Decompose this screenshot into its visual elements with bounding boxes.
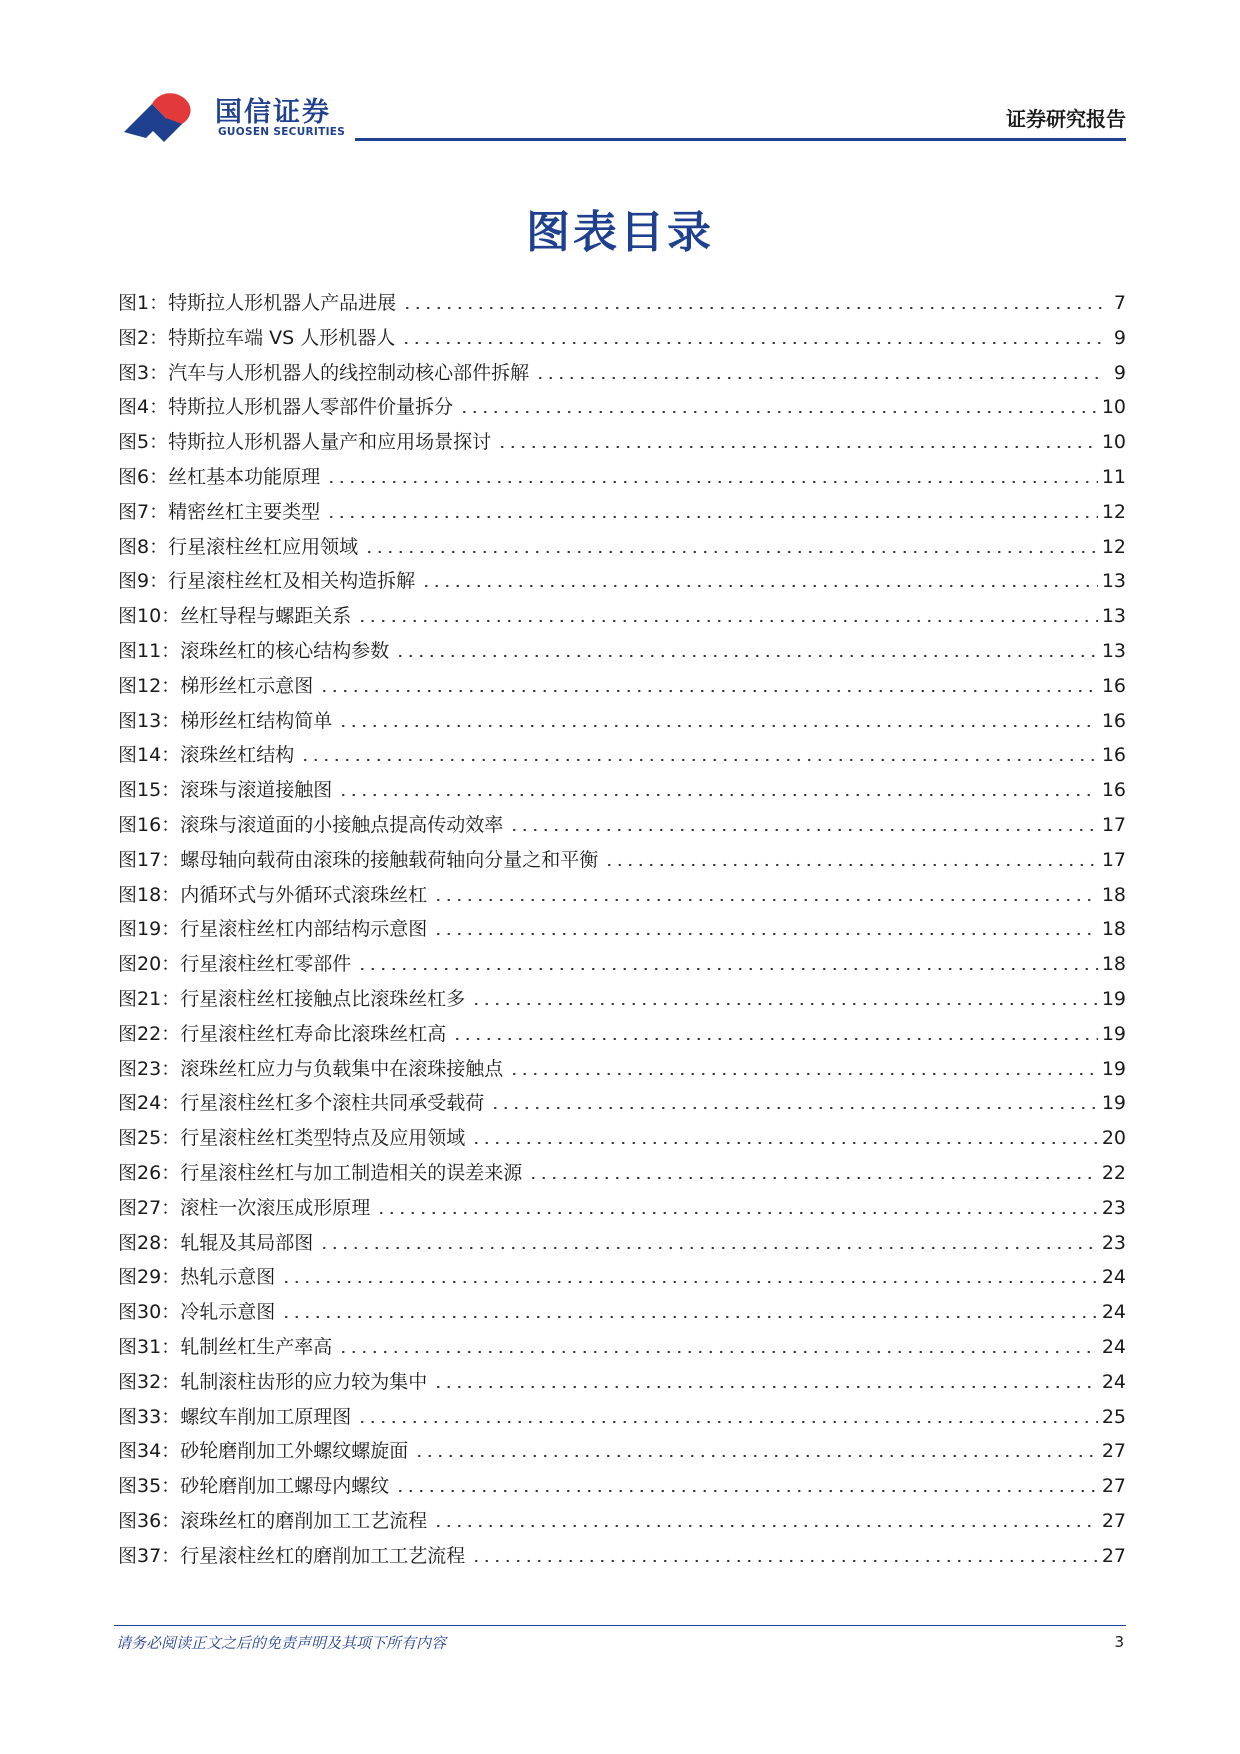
- toc-dot-leader: [509, 1056, 1098, 1075]
- toc-entry-title: 行星滚柱丝杠零部件: [180, 953, 352, 976]
- toc-entry[interactable]: [118, 1054, 1126, 1089]
- toc-entry-label: 图8：: [118, 535, 169, 558]
- toc-entry-page: 10: [1101, 396, 1126, 419]
- toc-entry-label: 图25：: [118, 1127, 181, 1150]
- toc-entry-page: 12: [1101, 500, 1126, 523]
- toc-entry-label: 图24：: [118, 1092, 181, 1115]
- toc-entry[interactable]: [118, 671, 1126, 706]
- toc-entry-title: 砂轮磨削加工螺母内螺纹: [180, 1475, 390, 1498]
- toc-entry-title: 滚珠丝杠结构: [180, 744, 295, 767]
- toc-entry[interactable]: [118, 323, 1126, 358]
- toc-entry-title: 特斯拉人形机器人产品进展: [168, 292, 397, 314]
- toc-entry-page: 24: [1101, 1335, 1126, 1358]
- toc-entry-label: 图22：: [118, 1022, 181, 1045]
- toc-entry-page: 12: [1101, 535, 1126, 558]
- toc-dot-leader: [376, 1195, 1098, 1214]
- toc-entry-title: 行星滚柱丝杠与加工制造相关的误差来源: [180, 1161, 523, 1184]
- toc-dot-leader: [402, 290, 1102, 309]
- toc-dot-leader: [471, 986, 1098, 1005]
- toc-entry-title: 行星滚柱丝杠接触点比滚珠丝杠多: [180, 987, 466, 1010]
- toc-dot-leader: [300, 742, 1098, 761]
- toc-entry-label: 图6：: [118, 465, 169, 488]
- toc-entry-page: 20: [1101, 1127, 1126, 1150]
- toc-entry-title: 滚珠与滚道接触图: [180, 779, 333, 802]
- toc-entry-page: 19: [1101, 1092, 1126, 1115]
- toc-dot-leader: [414, 1438, 1098, 1457]
- toc-entry-label: 图10：: [118, 605, 181, 628]
- toc-dot-leader: [357, 951, 1098, 970]
- toc-entry[interactable]: [118, 1123, 1126, 1158]
- toc-entry-label: 图19：: [118, 918, 181, 941]
- toc-entry-page: 18: [1101, 918, 1126, 941]
- toc-dot-leader: [459, 394, 1098, 413]
- toc-entry-title: 行星滚柱丝杠多个滚柱共同承受载荷: [180, 1092, 485, 1115]
- header-divider: [355, 138, 1126, 141]
- toc-entry-title: 行星滚柱丝杠应用领域: [168, 535, 359, 558]
- toc-entry-label: 图29：: [118, 1266, 181, 1289]
- toc-entry-page: 27: [1101, 1509, 1126, 1532]
- toc-entry-title: 滚柱一次滚压成形原理: [180, 1196, 371, 1219]
- toc-dot-leader: [338, 708, 1098, 727]
- toc-entry[interactable]: [118, 427, 1126, 462]
- toc-dot-leader: [433, 916, 1098, 935]
- toc-dot-leader: [535, 360, 1102, 379]
- toc-dot-leader: [357, 603, 1098, 622]
- toc-entry-title: 轧制丝杠生产率高: [180, 1335, 333, 1358]
- toc-entry-page: 13: [1101, 570, 1126, 593]
- toc-entry-page: 19: [1101, 1057, 1126, 1080]
- toc-entry-title: 热轧示意图: [180, 1266, 276, 1289]
- toc-entry[interactable]: [118, 740, 1126, 775]
- toc-entry-title: 丝杠导程与螺距关系: [180, 605, 352, 628]
- toc-entry-page: 9: [1113, 361, 1126, 384]
- toc-entry-title: 轧辊及其局部图: [180, 1231, 314, 1254]
- toc-dot-leader: [497, 429, 1098, 448]
- toc-dot-leader: [471, 1543, 1098, 1562]
- toc-entry[interactable]: [118, 1471, 1126, 1506]
- toc-entry-label: 图13：: [118, 709, 181, 732]
- guosen-logo-icon: [122, 88, 212, 144]
- toc-entry-label: 图1：: [118, 292, 169, 314]
- toc-entry[interactable]: [118, 1297, 1126, 1332]
- toc-entry-label: 图4：: [118, 396, 169, 419]
- toc-entry-title: 行星滚柱丝杠及相关构造拆解: [168, 570, 416, 593]
- toc-entry-page: 24: [1101, 1370, 1126, 1393]
- toc-title: 图表目录: [526, 207, 714, 258]
- toc-entry-title: 滚珠丝杠的磨削加工工艺流程: [180, 1509, 428, 1532]
- toc-entry-title: 行星滚柱丝杠内部结构示意图: [180, 918, 428, 941]
- toc-entry-page: 17: [1101, 848, 1126, 871]
- toc-entry-title: 行星滚柱丝杠的磨削加工工艺流程: [180, 1544, 466, 1567]
- toc-entry-label: 图36：: [118, 1509, 181, 1532]
- document-type: 证券研究报告: [1006, 107, 1126, 131]
- toc-entry[interactable]: [118, 636, 1126, 671]
- toc-entry-page: 23: [1101, 1196, 1126, 1219]
- toc-entry[interactable]: [118, 775, 1126, 810]
- toc-entry[interactable]: [118, 532, 1126, 567]
- toc-entry-page: 11: [1101, 465, 1126, 488]
- toc-entry-title: 特斯拉人形机器人量产和应用场景探讨: [168, 431, 492, 454]
- toc-entry-page: 24: [1101, 1301, 1126, 1324]
- toc-entry[interactable]: [118, 1402, 1126, 1437]
- table-of-figures: [118, 288, 1126, 1575]
- toc-dot-leader: [433, 1508, 1098, 1527]
- toc-entry[interactable]: [118, 706, 1126, 741]
- toc-entry[interactable]: [118, 880, 1126, 915]
- toc-dot-leader: [395, 638, 1098, 657]
- toc-entry-title: 冷轧示意图: [180, 1301, 276, 1324]
- page-header: [0, 0, 1240, 150]
- toc-dot-leader: [319, 673, 1098, 692]
- toc-entry[interactable]: [118, 1436, 1126, 1471]
- toc-entry-label: 图26：: [118, 1161, 181, 1184]
- toc-dot-leader: [338, 1334, 1098, 1353]
- toc-entry-title: 内循环式与外循环式滚珠丝杠: [180, 883, 428, 906]
- toc-entry-label: 图23：: [118, 1057, 181, 1080]
- toc-entry-page: 22: [1101, 1161, 1126, 1184]
- toc-entry[interactable]: [118, 1228, 1126, 1263]
- toc-entry[interactable]: [118, 392, 1126, 427]
- toc-entry-label: 图17：: [118, 848, 181, 871]
- toc-entry-page: 16: [1101, 779, 1126, 802]
- toc-entry-title: 汽车与人形机器人的线控制动核心部件拆解: [168, 361, 530, 384]
- footer-divider: [114, 1625, 1126, 1626]
- toc-entry-page: 16: [1101, 674, 1126, 697]
- toc-entry-page: 13: [1101, 605, 1126, 628]
- toc-dot-leader: [395, 1473, 1098, 1492]
- toc-entry-label: 图11：: [118, 639, 181, 662]
- toc-entry-page: 19: [1101, 1022, 1126, 1045]
- toc-entry[interactable]: [118, 288, 1126, 323]
- toc-entry-title: 螺纹车削加工原理图: [180, 1405, 352, 1428]
- toc-entry-page: 7: [1113, 292, 1126, 314]
- toc-entry-title: 梯形丝杠示意图: [180, 674, 314, 697]
- page-number: 3: [1114, 1633, 1124, 1651]
- toc-entry-title: 特斯拉人形机器人零部件价量拆分: [168, 396, 454, 419]
- toc-entry-label: 图5：: [118, 431, 169, 454]
- toc-entry-label: 图35：: [118, 1475, 181, 1498]
- toc-entry-title: 丝杠基本功能原理: [168, 465, 321, 488]
- toc-entry-page: 23: [1101, 1231, 1126, 1254]
- toc-entry[interactable]: [118, 1332, 1126, 1367]
- toc-entry[interactable]: [118, 462, 1126, 497]
- toc-dot-leader: [433, 882, 1098, 901]
- toc-dot-leader: [452, 1021, 1098, 1040]
- toc-dot-leader: [471, 1125, 1098, 1144]
- toc-entry[interactable]: [118, 1193, 1126, 1228]
- toc-entry-label: 图37：: [118, 1544, 181, 1567]
- toc-entry-title: 轧制滚柱齿形的应力较为集中: [180, 1370, 428, 1393]
- toc-entry-label: 图16：: [118, 813, 181, 836]
- toc-entry-label: 图7：: [118, 500, 169, 523]
- toc-entry[interactable]: [118, 845, 1126, 880]
- toc-entry[interactable]: [118, 566, 1126, 601]
- toc-entry-label: 图18：: [118, 883, 181, 906]
- toc-dot-leader: [509, 812, 1098, 831]
- toc-entry-page: 16: [1101, 709, 1126, 732]
- toc-entry-page: 17: [1101, 813, 1126, 836]
- toc-entry[interactable]: [118, 1367, 1126, 1402]
- toc-dot-leader: [319, 1230, 1098, 1249]
- toc-entry-label: 图27：: [118, 1196, 181, 1219]
- toc-entry-label: 图21：: [118, 987, 181, 1010]
- toc-dot-leader: [357, 1404, 1098, 1423]
- toc-entry[interactable]: [118, 914, 1126, 949]
- toc-entry-label: 图2：: [118, 326, 169, 349]
- toc-entry-label: 图20：: [118, 953, 181, 976]
- toc-dot-leader: [401, 325, 1102, 344]
- brand-name-en: GUOSEN SECURITIES: [218, 126, 346, 138]
- toc-dot-leader: [281, 1264, 1098, 1283]
- toc-entry-label: 图9：: [118, 570, 169, 593]
- toc-entry-page: 24: [1101, 1266, 1126, 1289]
- toc-entry[interactable]: [118, 984, 1126, 1019]
- toc-dot-leader: [421, 568, 1098, 587]
- toc-entry-page: 10: [1101, 431, 1126, 454]
- toc-entry-page: 27: [1101, 1544, 1126, 1567]
- toc-entry[interactable]: [118, 358, 1126, 393]
- toc-entry-label: 图3：: [118, 361, 169, 384]
- toc-dot-leader: [326, 464, 1098, 483]
- toc-entry-page: 9: [1113, 326, 1126, 349]
- toc-entry-label: 图15：: [118, 779, 181, 802]
- disclaimer-note: 请务必阅读正文之后的免责声明及其项下所有内容: [116, 1634, 447, 1652]
- toc-entry-label: 图31：: [118, 1335, 181, 1358]
- toc-entry-label: 图14：: [118, 744, 181, 767]
- toc-dot-leader: [604, 847, 1098, 866]
- toc-entry-page: 13: [1101, 639, 1126, 662]
- toc-entry-title: 行星滚柱丝杠寿命比滚珠丝杠高: [180, 1022, 447, 1045]
- toc-dot-leader: [326, 499, 1098, 518]
- toc-dot-leader: [281, 1299, 1098, 1318]
- toc-entry-page: 25: [1101, 1405, 1126, 1428]
- toc-dot-leader: [433, 1369, 1098, 1388]
- toc-entry-title: 滚珠与滚道面的小接触点提高传动效率: [180, 813, 504, 836]
- toc-entry-title: 滚珠丝杠的核心结构参数: [180, 639, 390, 662]
- toc-entry-label: 图32：: [118, 1370, 181, 1393]
- toc-entry[interactable]: [118, 1541, 1126, 1576]
- toc-entry-label: 图30：: [118, 1301, 181, 1324]
- toc-entry-title: 梯形丝杠结构简单: [180, 709, 333, 732]
- toc-entry-label: 图34：: [118, 1440, 181, 1463]
- toc-entry-title: 精密丝杠主要类型: [168, 500, 321, 523]
- toc-entry[interactable]: [118, 601, 1126, 636]
- toc-entry-label: 图12：: [118, 674, 181, 697]
- toc-entry-title: 螺母轴向载荷由滚珠的接触载荷轴向分量之和平衡: [180, 848, 599, 871]
- toc-entry[interactable]: [118, 1506, 1126, 1541]
- toc-entry-page: 18: [1101, 953, 1126, 976]
- toc-entry-title: 特斯拉车端 VS 人形机器人: [168, 326, 396, 349]
- brand-name-cn: 国信证券: [215, 97, 331, 128]
- toc-entry-label: 图33：: [118, 1405, 181, 1428]
- toc-dot-leader: [528, 1160, 1098, 1179]
- toc-entry[interactable]: [118, 1158, 1126, 1193]
- toc-entry[interactable]: [118, 1019, 1126, 1054]
- toc-entry-page: 27: [1101, 1475, 1126, 1498]
- toc-entry[interactable]: [118, 949, 1126, 984]
- toc-entry-page: 18: [1101, 883, 1126, 906]
- toc-entry-page: 19: [1101, 987, 1126, 1010]
- toc-entry-title: 行星滚柱丝杠类型特点及应用领域: [180, 1127, 466, 1150]
- toc-entry-page: 27: [1101, 1440, 1126, 1463]
- toc-entry-title: 砂轮磨削加工外螺纹螺旋面: [180, 1440, 409, 1463]
- toc-dot-leader: [364, 534, 1098, 553]
- toc-entry-title: 滚珠丝杠应力与负载集中在滚珠接触点: [180, 1057, 504, 1080]
- toc-dot-leader: [490, 1090, 1098, 1109]
- toc-dot-leader: [338, 777, 1098, 796]
- toc-entry-page: 16: [1101, 744, 1126, 767]
- toc-entry-label: 图28：: [118, 1231, 181, 1254]
- toc-entry[interactable]: [118, 1088, 1126, 1123]
- toc-entry[interactable]: [118, 1262, 1126, 1297]
- toc-entry[interactable]: [118, 810, 1126, 845]
- toc-entry[interactable]: [118, 497, 1126, 532]
